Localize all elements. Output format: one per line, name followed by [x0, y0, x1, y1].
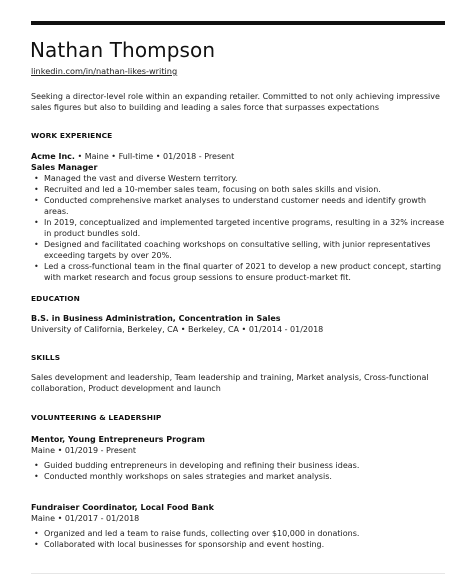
work-bullet: • Recruited and led a 10-member sales team, focusing on both sales skills and vision. — [31, 184, 451, 195]
section-heading-work: WORK EXPERIENCE — [31, 131, 113, 140]
work-company: Acme Inc. — [31, 152, 75, 161]
summary-text: Seeking a director-level role within an expanding retailer. Committed to not only achieving impressive sales figures but also to building and leading a sales force that surpasses expectations — [31, 92, 440, 112]
footer-divider — [31, 573, 445, 574]
volunteer-bullet: • Conducted monthly workshops on sales strategies and market analysis. — [31, 471, 451, 482]
volunteer-bullet: • Collaborated with local businesses for sponsorship and event hosting. — [31, 539, 451, 550]
education-degree: B.S. in Business Administration, Concentration in Sales — [31, 314, 281, 323]
volunteer-role-bullets — [31, 528, 451, 550]
work-bullet: • Managed the vast and diverse Western territory. — [31, 173, 451, 184]
work-bullet: • Designed and facilitated coaching workshops on consultative selling, with junior representatives exceeding targets by over 20%. — [31, 239, 451, 261]
volunteer-role-title: Fundraiser Coordinator, Local Food Bank — [31, 503, 214, 512]
section-heading-education: EDUCATION — [31, 294, 80, 303]
skills-text: Sales development and leadership, Team leadership and training, Market analysis, Cross-functional collaboration, Product development and launch — [31, 373, 429, 393]
work-meta: • Maine • Full-time • 01/2018 - Present — [74, 152, 235, 161]
candidate-name: Nathan Thompson — [30, 38, 216, 62]
section-heading-skills: SKILLS — [31, 353, 61, 362]
work-bullet: • Led a cross-functional team in the final quarter of 2021 to develop a new product concept, starting with market research and focus group sessions to ensure product-market fit. — [31, 261, 451, 283]
volunteer-role-meta: Maine • 01/2019 - Present — [31, 446, 137, 455]
volunteer-role-title: Mentor, Young Entrepreneurs Program — [31, 435, 205, 444]
header-rule — [31, 21, 445, 25]
section-heading-volunteering: VOLUNTEERING & LEADERSHIP — [31, 413, 162, 422]
work-bullet: • In 2019, conceptualized and implemented targeted incentive programs, resulting in a 32% increase in product bundles sold. — [31, 217, 451, 239]
work-bullet: • Conducted comprehensive market analyses to understand customer needs and identify growth areas. — [31, 195, 451, 217]
work-bullets — [31, 173, 451, 283]
volunteer-role-meta: Maine • 01/2017 - 01/2018 — [31, 514, 140, 523]
volunteer-bullet: • Guided budding entrepreneurs in developing and refining their business ideas. — [31, 460, 451, 471]
linkedin-link[interactable]: linkedin.com/in/nathan-likes-writing — [31, 66, 178, 76]
volunteer-role-bullets — [31, 460, 451, 482]
volunteer-bullet: • Organized and led a team to raise funds, collecting over $10,000 in donations. — [31, 528, 451, 539]
work-company-line — [31, 151, 234, 162]
work-role: Sales Manager — [31, 163, 98, 172]
education-details: University of California, Berkeley, CA • Berkeley, CA • 01/2014 - 01/2018 — [31, 325, 324, 334]
